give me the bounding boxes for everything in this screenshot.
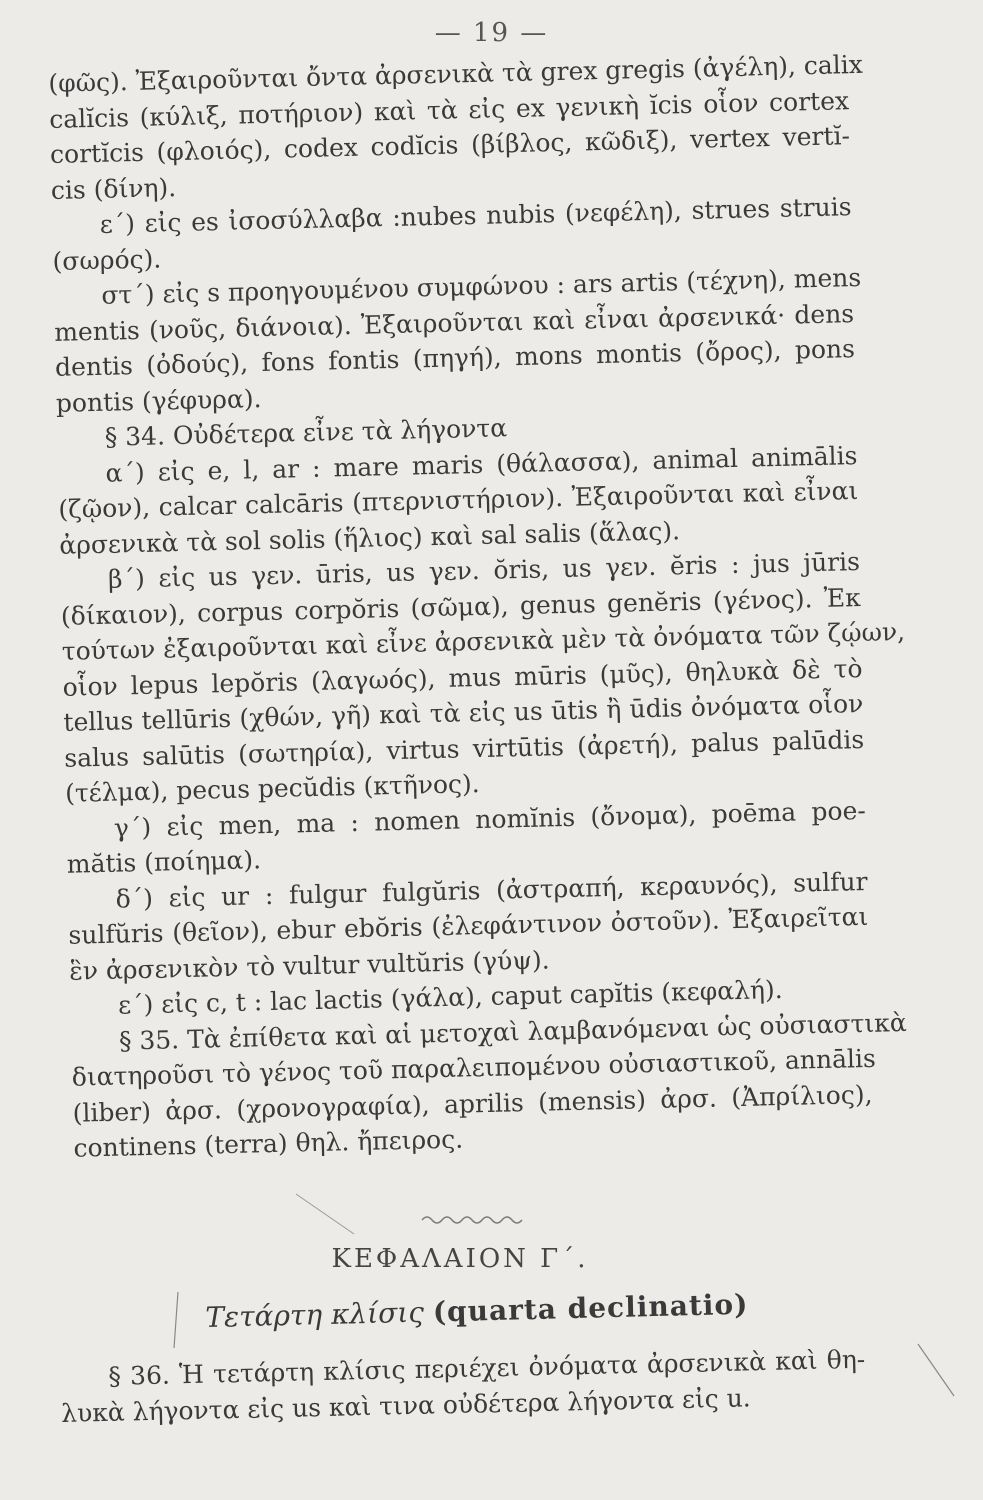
text-line: (φῶς). Ἐξαιροῦνται ὄντα ἀρσενικὰ τὰ grex gregis (ἀγέλη), calix (48, 49, 864, 98)
text-line: pontis (γέφυρα). (55, 383, 262, 418)
chapter-heading: ΚΕΦΑΛΑΙΟΝ Γ΄. (331, 1244, 589, 1274)
pencil-mark (910, 1340, 960, 1400)
text-line: λυκὰ λήγοντα εἰς us καὶ τινα οὐδέτερα λήγοντα εἰς u. (60, 1382, 752, 1428)
text-line: στ΄) εἰς s προηγουμένου συμφώνου : ars artis (τέχνη), mens (101, 262, 862, 310)
text-line: tellus tellūris (χθών, γῆ) καὶ τὰ εἰς us ūtis ἢ ūdis ὀνόματα οἷον (63, 688, 864, 737)
section-title-latin: (quarta declinatio) (432, 1287, 749, 1329)
text-line: δ΄) εἰς ur : fulgur fulgŭris (ἀστραπή, κεραυνός), sulfur (115, 866, 868, 914)
text-line: (liber) ἀρσ. (χρονογραφία), aprilis (mensis) ἀρσ. (Ἀπρίλιος), (72, 1079, 873, 1128)
text-line: (τέλμα), pecus pecŭdis (κτῆνος). (64, 769, 481, 808)
section-36-text (60, 1342, 866, 1431)
text-line: cis (δίνη). (50, 172, 177, 205)
text-line: ἓν ἀρσενικὸν τὸ vultur vultŭris (γύψ). (68, 944, 550, 986)
text-line: mentis (νοῦς, διάνοια). Ἐξαιροῦνται καὶ εἶναι ἀρσενικά· dens (53, 298, 855, 347)
text-line: ἀρσενικὰ τὰ sol solis (ἥλιος) καὶ sal salis (ἅλας). (58, 515, 681, 560)
text-line: continens (terra) θηλ. ἤπειρος. (73, 1124, 464, 1163)
text-line: οἷον lepus lepŏris (λαγωός), mus mūris (μῦς), θηλυκὰ δὲ τὸ (62, 653, 863, 702)
body-text (48, 47, 907, 1166)
page-number: — 19 — (434, 18, 549, 48)
text-line: ε΄) εἰς c, t : lac lactis (γάλα), caput capĭtis (κεφαλή). (117, 974, 783, 1020)
text-line: τούτων ἐξαιροῦνται καὶ εἶνε ἀρσενικὰ μὲν τὰ ὀνόματα τῶν ζῴων, (61, 616, 906, 666)
text-line: ε΄) εἰς es ἰσοσύλλαβα :nubes nubis (νεφέλη), strues struis (99, 192, 852, 239)
text-line: γ΄) εἰς men, ma : nomen nomĭnis (ὄνομα), poēma poe- (113, 795, 867, 843)
text-line: διατηροῦσι τὸ γένος τοῦ παραλειπομένου οὐσιαστικοῦ, annālis (71, 1043, 877, 1092)
text-line: cortĭcis (φλοιός), codex codĭcis (βίβλος, κῶδιξ), vertex vertĭ- (49, 121, 851, 169)
wavy-separator (420, 1213, 530, 1227)
text-line: dentis (ὀδούς), fons fontis (πηγή), mons montis (ὄρος), pons (54, 334, 856, 382)
section-title-greek: Τετάρτη κλίσις (205, 1295, 425, 1334)
pencil-mark (160, 1290, 190, 1350)
text-line: salus salūtis (σωτηρία), virtus virtūtis (ἀρετή), palus palūdis (63, 724, 865, 773)
text-line: (σωρός). (52, 243, 162, 276)
text-line: calĭcis (κύλιξ, ποτήριον) καὶ τὰ εἰς ex γενικὴ ĭcis οἷον cortex (48, 85, 850, 134)
text-line: α΄) εἰς e, l, ar : mare maris (θάλασσα), animal animālis (105, 440, 858, 488)
section-title (205, 1287, 749, 1334)
section-heading-35: § 35. Τὰ ἐπίθετα καὶ αἱ μετοχαὶ λαμβανόμεναι ὡς οὐσιαστικὰ (118, 1007, 907, 1056)
text-line: (ζῷον), calcar calcāris (πτερνιστήριον). Ἐξαιροῦνται καὶ εἶναι (58, 476, 859, 524)
text-line: § 36. Ἡ τετάρτη κλίσις περιέχει ὀνόματα ἀρσενικὰ καὶ θη- (108, 1344, 866, 1391)
text-line: (δίκαιον), corpus corpŏris (σῶμα), genus genĕris (γένος). Ἐκ (60, 582, 862, 631)
text-line: sulfŭris (θεῖον), ebur ebŏris (ἐλεφάντινον ὀστοῦν). Ἐξαιρεῖται (68, 901, 869, 950)
text-line: β΄) εἰς us γεν. ūris, us γεν. ŏris, us γεν. ĕris : jus jūris (107, 547, 861, 594)
text-line: mătis (ποίημα). (66, 845, 262, 879)
section-heading-34: § 34. Οὐδέτερα εἶνε τὰ λήγοντα (104, 413, 508, 452)
pencil-mark (290, 1190, 360, 1240)
